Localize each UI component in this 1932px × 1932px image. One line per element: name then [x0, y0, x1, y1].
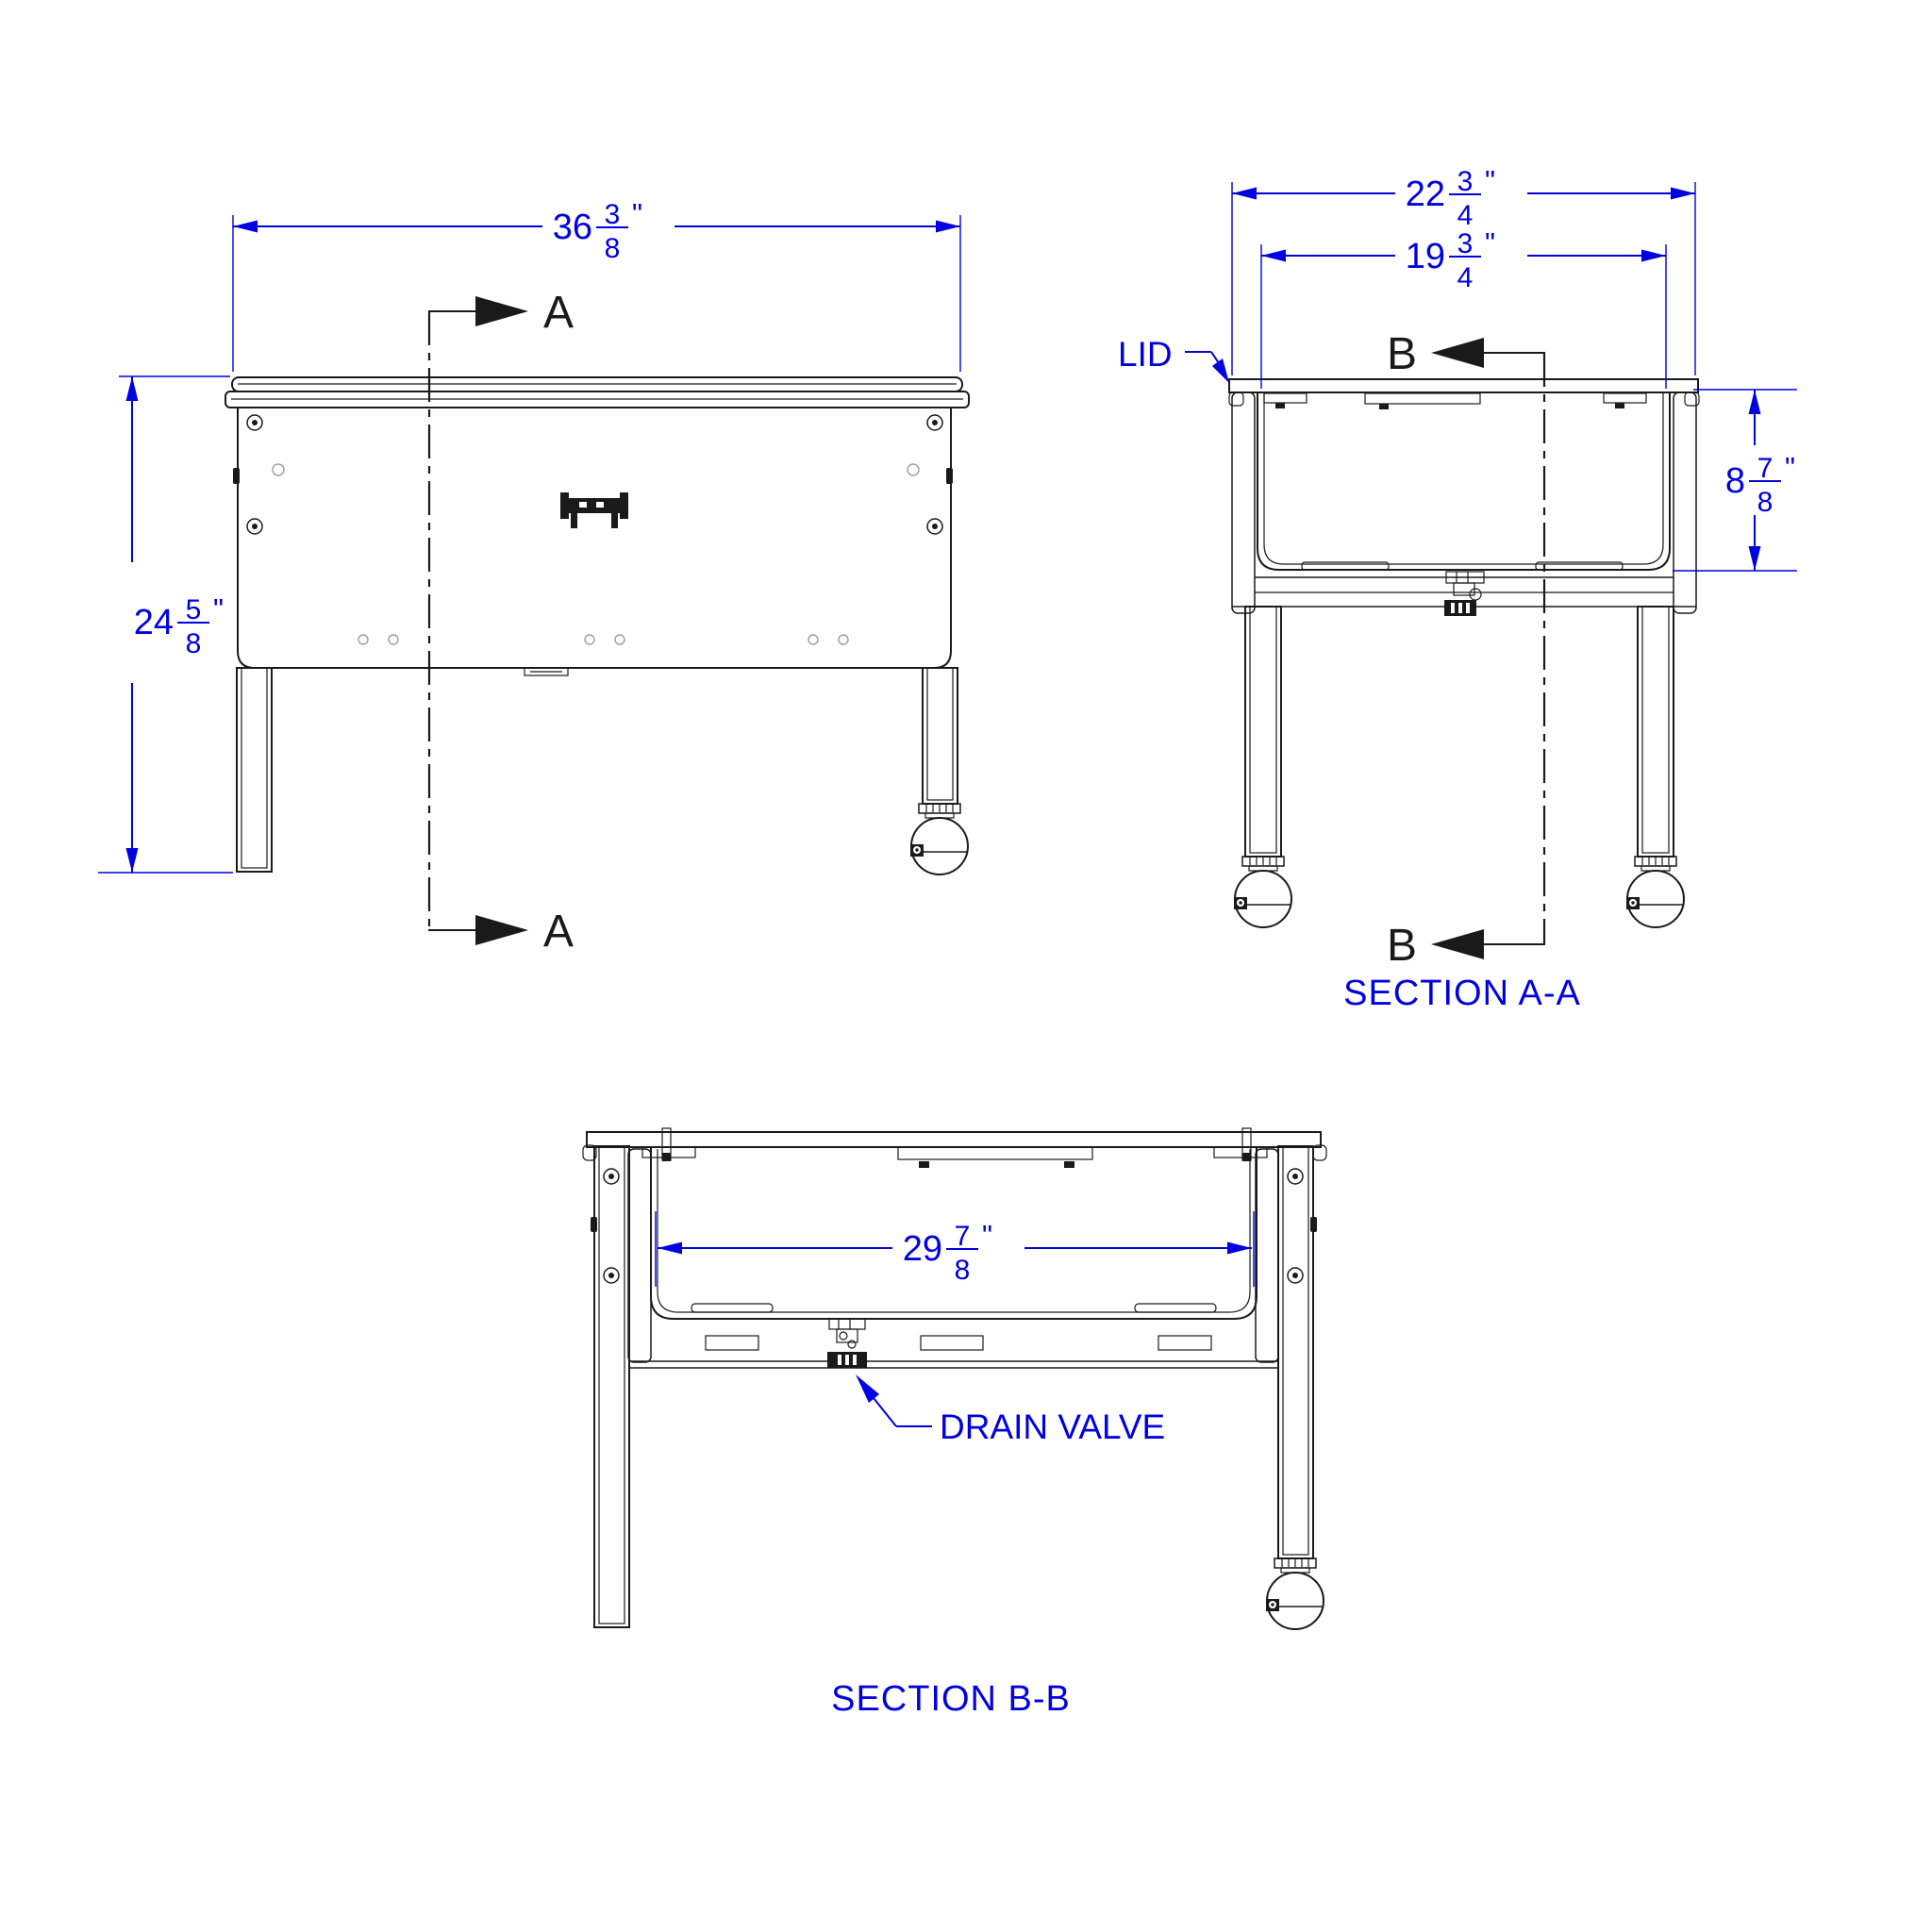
aa-outer-depth-unit: ": [1485, 164, 1496, 197]
aa-inner-depth-whole: 19: [1405, 237, 1445, 276]
aa-rim-clips: [1264, 393, 1646, 409]
front-width-unit: ": [632, 197, 643, 230]
cut-arrow-a-top-icon: [475, 296, 528, 326]
aa-right-caster: [1626, 857, 1684, 927]
drain-valve-label: DRAIN VALVE: [940, 1407, 1166, 1446]
aa-left-leg: [1245, 607, 1281, 857]
aa-drain-valve: [1444, 572, 1484, 616]
aa-inner-depth-den: 4: [1457, 262, 1474, 293]
front-bottom-seam: [525, 668, 568, 675]
bb-wall-right: [1256, 1149, 1278, 1362]
aa-tub-depth-num: 7: [1757, 453, 1774, 484]
front-drain-handle: [560, 492, 628, 528]
cut-arrow-b-bottom-icon: [1431, 929, 1484, 959]
drain-valve-callout: [856, 1374, 1165, 1446]
front-width-dimension: [233, 197, 960, 372]
front-right-leg: [923, 668, 958, 804]
section-cut-b: [1387, 329, 1544, 971]
bb-right-leg: [1278, 1146, 1317, 1558]
drain-leader-arrow-icon: [856, 1374, 879, 1403]
bb-rim-clips: [642, 1147, 1267, 1168]
bb-tub-length-num: 7: [954, 1221, 971, 1252]
cut-label-a-top: A: [543, 288, 575, 338]
front-width-num: 3: [604, 199, 621, 230]
cut-arrow-a-bottom-icon: [475, 915, 528, 945]
bb-tub-length-unit: ": [982, 1219, 993, 1252]
aa-floor-rib-left: [1302, 562, 1389, 570]
section-aa-view: [1229, 379, 1699, 927]
bb-tub-length-whole: 29: [902, 1229, 942, 1269]
lid-label: LID: [1118, 335, 1173, 374]
aa-tub-outer: [1257, 392, 1670, 570]
bb-right-caster: [1266, 1558, 1324, 1629]
lid-callout: [1118, 335, 1229, 383]
aa-tub-depth-whole: 8: [1724, 461, 1745, 501]
aa-outer-depth-den: 4: [1457, 200, 1474, 231]
front-apron-panel: [238, 408, 951, 668]
front-height-whole: 24: [133, 603, 174, 642]
section-bb-view: [583, 1128, 1326, 1629]
lid-leader-arrow-icon: [1212, 358, 1229, 383]
aa-tub-inner: [1264, 392, 1663, 564]
aa-wall-right: [1674, 392, 1696, 613]
aa-wall-left: [1232, 392, 1255, 613]
arrowhead-right-icon: [936, 221, 960, 233]
bb-floor-rib-right: [1135, 1304, 1216, 1312]
front-height-dimension: [98, 376, 233, 873]
aa-lid-slab: [1229, 379, 1698, 392]
arrowhead-down-icon: [126, 848, 139, 873]
aa-tub-depth-den: 8: [1757, 487, 1774, 518]
aa-inner-depth-dimension: [1261, 226, 1666, 389]
section-cut-a: [429, 288, 574, 957]
cut-label-b-bottom: B: [1386, 921, 1417, 971]
aa-inner-depth-num: 3: [1457, 228, 1474, 259]
aa-left-caster: [1234, 857, 1291, 927]
aa-tub-depth-unit: ": [1785, 451, 1796, 484]
bb-drain-valve: [827, 1319, 867, 1368]
front-height-unit: ": [213, 592, 225, 625]
bb-floor-rib-left: [691, 1304, 773, 1312]
aa-outer-depth-num: 3: [1457, 166, 1474, 197]
bb-left-leg: [591, 1146, 629, 1627]
front-height-num: 5: [185, 594, 202, 625]
aa-inner-depth-unit: ": [1485, 226, 1496, 259]
aa-floor-rib-right: [1536, 562, 1623, 570]
bb-lid-pins: [662, 1128, 1251, 1161]
front-right-latch-nub: [946, 468, 953, 484]
front-width-whole: 36: [552, 208, 592, 247]
bb-tub-length-dimension: [656, 1211, 1254, 1287]
front-left-leg: [237, 668, 272, 872]
aa-right-leg: [1638, 607, 1674, 857]
front-width-den: 8: [604, 233, 621, 264]
bb-wall-left: [628, 1149, 651, 1362]
front-faint-holes: [273, 464, 919, 644]
arrowhead-up-icon: [126, 376, 139, 401]
bb-tub-length-den: 8: [954, 1255, 971, 1286]
aa-tub-depth-dimension: [1673, 390, 1797, 571]
cut-arrow-b-top-icon: [1431, 338, 1484, 368]
section-bb-title: SECTION B-B: [831, 1679, 1071, 1719]
bb-bottom-plate: [628, 1361, 1279, 1368]
cut-label-b-top: B: [1386, 329, 1417, 379]
front-screws: [247, 415, 942, 534]
bb-cross-rails: [706, 1336, 1211, 1350]
front-height-den: 8: [185, 628, 202, 659]
bb-lid-slab: [587, 1132, 1321, 1147]
front-right-caster: [910, 804, 968, 874]
section-aa-title: SECTION A-A: [1343, 974, 1581, 1013]
front-view: [225, 377, 969, 874]
cut-label-a-bottom: A: [543, 907, 575, 957]
front-left-latch-nub: [233, 468, 240, 484]
arrowhead-left-icon: [233, 221, 258, 233]
aa-outer-depth-whole: 22: [1405, 175, 1445, 214]
